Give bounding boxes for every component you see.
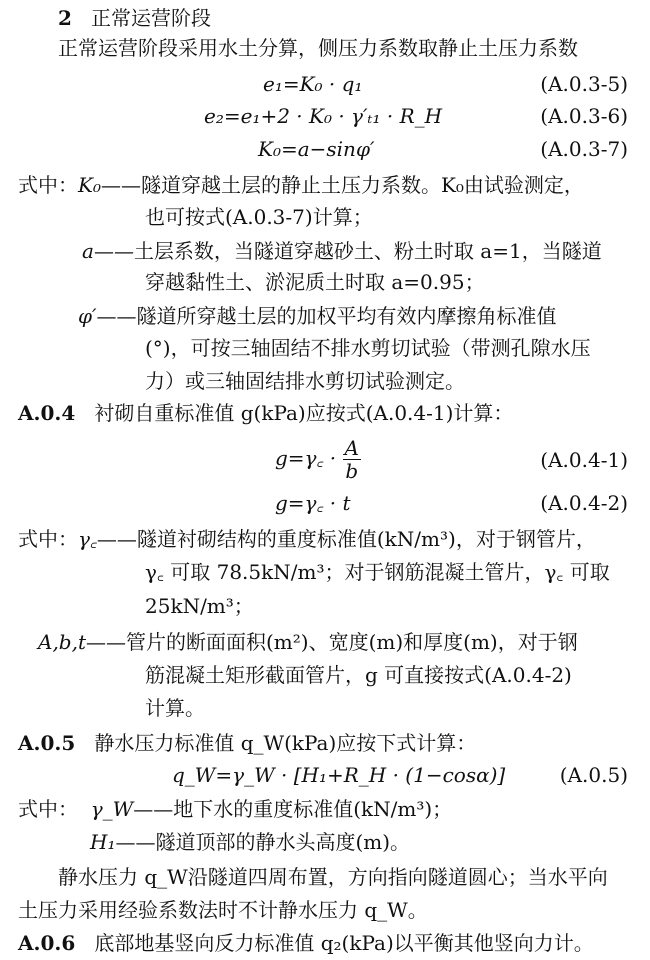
clause-a04	[18, 399, 513, 428]
equation-a041	[275, 437, 361, 482]
definition-a	[82, 237, 602, 266]
clause-a06	[18, 929, 594, 958]
intro-text: 正常运营阶段采用水土分算，侧压力系数取静止土压力系数	[58, 36, 578, 60]
definition-continuation: 力）或三轴固结排水剪切试验测定。	[145, 369, 465, 393]
section-title: 正常运营阶段	[91, 6, 211, 30]
paragraph-line: 静水压力 q_W沿隧道四周布置，方向指向隧道圆心；当水平向	[58, 865, 608, 889]
definition-symbol: γ_W	[90, 797, 134, 821]
definition-k0	[18, 171, 584, 200]
equation-number: (A.0.3-6)	[540, 104, 628, 128]
equation-number: (A.0.3-7)	[540, 137, 628, 161]
definition-symbol: a	[82, 239, 94, 263]
definition-text: ——管片的断面面积(m²)、宽度(m)和厚度(m)，对于钢	[86, 630, 578, 654]
clause-a05	[18, 729, 476, 758]
definition-text: ——隧道衬砌结构的重度标准值(kN/m³)，对于钢管片，	[96, 527, 596, 551]
definition-continuation: 穿越黏性土、淤泥质土时取 a=0.95；	[145, 270, 485, 294]
definition-symbol: A,b,t	[38, 630, 86, 654]
equation-a037: K₀=a−sinφ′	[258, 137, 375, 161]
definition-continuation: 筋混凝土矩形截面管片，g 可直接按式(A.0.4-2)	[145, 663, 572, 687]
equation-a036: e₂=e₁+2 · K₀ · γ′ₜ₁ · R_H	[204, 104, 443, 128]
clause-label: A.0.6	[18, 931, 76, 955]
clause-label: A.0.5	[18, 731, 76, 755]
fraction-denominator: b	[345, 459, 359, 483]
equation-a042: g=γ꜀ · t	[275, 491, 351, 515]
definition-h1	[90, 828, 410, 857]
definition-symbol: K₀	[78, 173, 101, 197]
definition-symbol: H₁	[90, 830, 116, 854]
definition-continuation: 也可按式(A.0.3-7)计算；	[145, 205, 373, 229]
clause-text: 底部地基竖向反力标准值 q₂(kPa)以平衡其他竖向力计。	[94, 931, 594, 955]
definition-text: ——土层系数，当隧道穿越砂土、粉土时取 a=1，当隧道	[93, 239, 602, 263]
definition-phi	[78, 302, 557, 331]
definition-text: ——地下水的重度标准值(kN/m³)；	[133, 797, 453, 821]
equation-a035: e₁=K₀ · q₁	[263, 72, 363, 96]
fraction	[343, 437, 361, 482]
equation-lhs: g=γ꜀ ·	[275, 446, 337, 470]
definition-prefix: 式中：	[18, 797, 78, 821]
paragraph-line: 土压力采用经验系数法时不计静水压力 q_W。	[18, 898, 428, 922]
definition-abt	[38, 628, 578, 657]
definition-prefix: 式中：	[18, 527, 78, 551]
definition-prefix: 式中：	[18, 173, 78, 197]
section-number: 2	[58, 6, 72, 30]
equation-a05: q_W=γ_W · [H₁+R_H · (1−cosα)]	[172, 763, 506, 787]
clause-label: A.0.4	[18, 401, 76, 425]
equation-number: (A.0.4-2)	[540, 491, 628, 515]
definition-continuation: 25kN/m³；	[145, 594, 254, 618]
fraction-numerator: A	[344, 436, 359, 460]
equation-number: (A.0.4-1)	[540, 448, 628, 472]
definition-symbol: φ′	[78, 304, 97, 328]
equation-number: (A.0.3-5)	[540, 72, 628, 96]
definition-text: ——隧道顶部的静水头高度(m)。	[115, 830, 411, 854]
definition-gamma-c	[18, 525, 596, 554]
definition-text: ——隧道所穿越土层的加权平均有效内摩擦角标准值	[96, 304, 557, 328]
definition-continuation: γ꜀ 可取 78.5kN/m³；对于钢筋混凝土管片，γ꜀ 可取	[145, 560, 610, 584]
clause-text: 静水压力标准值 q_W(kPa)应按下式计算：	[94, 731, 477, 755]
definition-continuation: (°)，可按三轴固结不排水剪切试验（带测孔隙水压	[145, 336, 591, 360]
section-heading	[58, 4, 211, 33]
definition-symbol: γ꜀	[78, 527, 97, 551]
definition-continuation: 计算。	[145, 696, 205, 720]
clause-text: 衬砌自重标准值 g(kPa)应按式(A.0.4-1)计算：	[94, 401, 514, 425]
definition-text: ——隧道穿越土层的静止土压力系数。K₀由试验测定，	[100, 173, 584, 197]
definition-gamma-w	[18, 795, 452, 824]
equation-number: (A.0.5)	[559, 763, 628, 787]
